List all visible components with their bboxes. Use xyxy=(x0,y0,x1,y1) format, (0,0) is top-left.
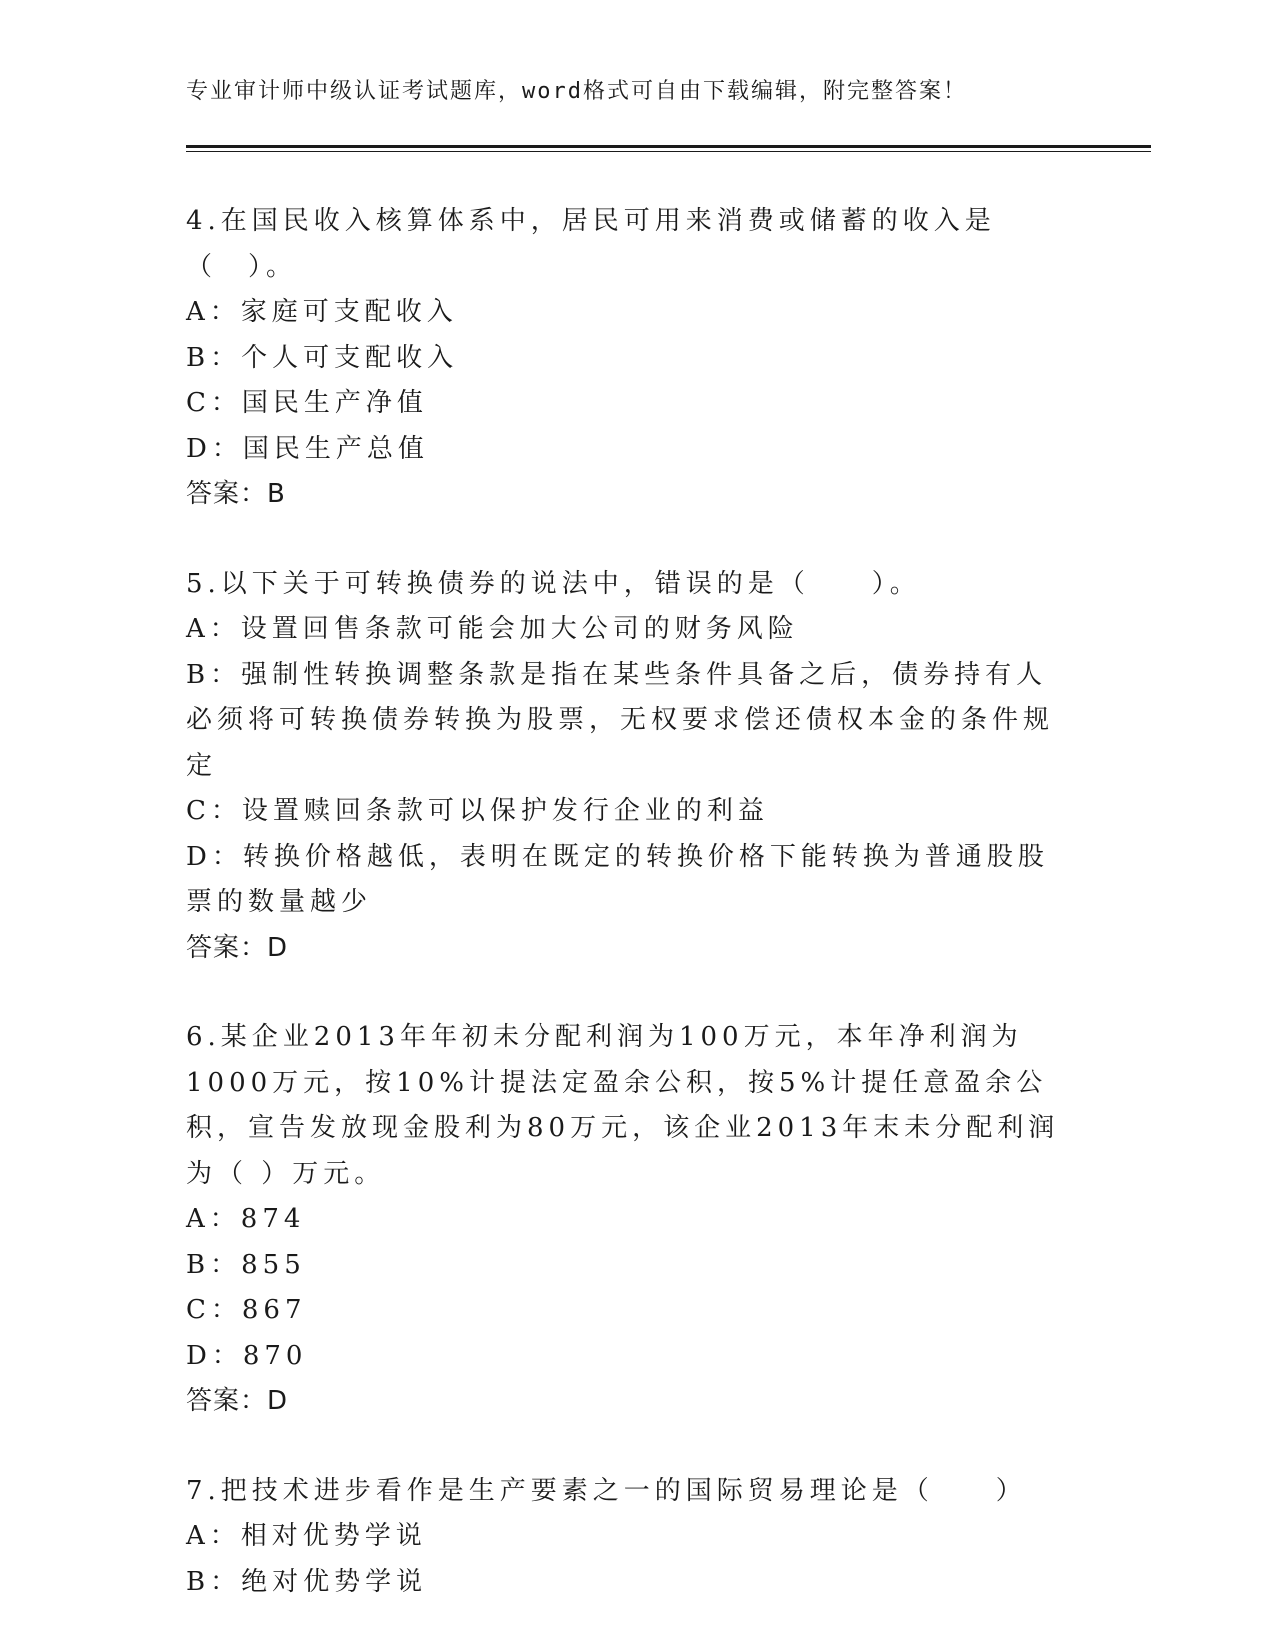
option-c: C：设置赎回条款可以保护发行企业的利益 xyxy=(186,796,769,826)
option-a: A：相对优势学说 xyxy=(186,1521,427,1551)
question-6 xyxy=(186,1015,1076,1425)
option-a: A：874 xyxy=(186,1204,306,1234)
header-rule xyxy=(186,145,1151,148)
option-c: C：867 xyxy=(186,1295,307,1325)
option-d: D：国民生产总值 xyxy=(186,433,429,464)
option-d: D：转换价格越低，表明在既定的转换价格下能转换为普通股股票的数量越少 xyxy=(186,841,1049,917)
answer: 答案：B xyxy=(186,479,286,509)
answer: 答案：D xyxy=(186,1386,289,1416)
question-stem: 4.在国民收入核算体系中，居民可用来消费或储蓄的收入是（ ）。 xyxy=(186,206,996,282)
question-list xyxy=(186,199,1076,1649)
option-b: B：个人可支配收入 xyxy=(186,342,459,373)
header-text: 专业审计师中级认证考试题库，word格式可自由下载编辑，附完整答案！ xyxy=(186,79,967,104)
question-stem: 7.把技术进步看作是生产要素之一的国际贸易理论是（ ） xyxy=(186,1475,1027,1506)
option-b: B：绝对优势学说 xyxy=(186,1566,428,1597)
option-b: B：强制性转换调整条款是指在某些条件具备之后，债券持有人必须将可转换债券转换为股票，无权要求偿还债权本金的条件规定 xyxy=(186,659,1055,781)
option-d: D：870 xyxy=(186,1340,308,1371)
option-b: B：855 xyxy=(186,1249,306,1280)
option-a: A：家庭可支配收入 xyxy=(186,297,458,327)
question-5 xyxy=(186,562,1076,972)
option-c: C：国民生产净值 xyxy=(186,388,428,418)
answer: 答案：D xyxy=(186,932,289,963)
option-a: A：设置回售条款可能会加大公司的财务风险 xyxy=(186,614,799,644)
question-stem: 5.以下关于可转换债券的说法中，错误的是（ ）。 xyxy=(186,568,921,599)
question-4 xyxy=(186,199,1076,518)
question-7 xyxy=(186,1469,1076,1606)
question-stem: 6.某企业2013年年初未分配利润为100万元，本年净利润为1000万元，按10%计提法定盈余公积，按5%计提任意盈余公积，宣告发放现金股利为80万元，该企业2013年末未分配利润为（ ）万元。 xyxy=(186,1022,1060,1189)
